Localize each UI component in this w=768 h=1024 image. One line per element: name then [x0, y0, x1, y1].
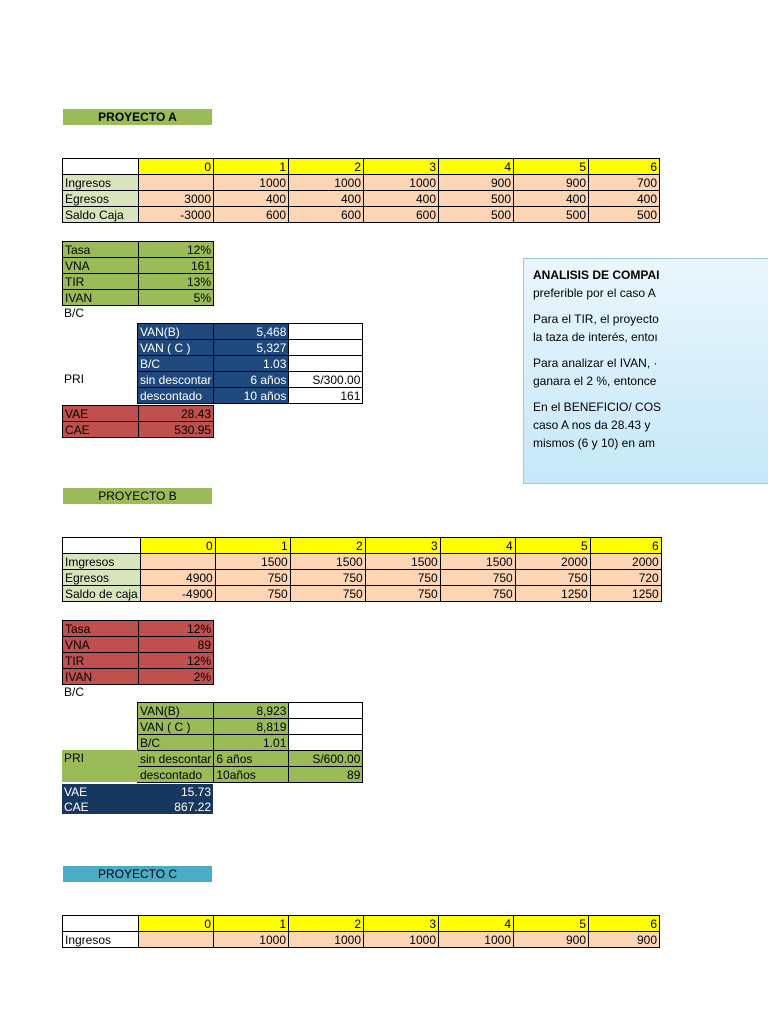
table-cell[interactable]: 600 — [364, 207, 439, 223]
table-cell[interactable]: 1000 — [214, 175, 289, 191]
period-cell[interactable]: 1 — [214, 916, 289, 932]
table-cell[interactable]: 750 — [215, 570, 290, 586]
table-cell[interactable]: 900 — [514, 175, 589, 191]
analysis-note-box[interactable] — [523, 258, 768, 484]
table-cell[interactable]: 12% — [139, 242, 214, 258]
table-cell[interactable]: 750 — [290, 586, 365, 602]
project-a-cashflow-table — [62, 158, 660, 223]
table-row — [63, 191, 660, 207]
row-label[interactable]: VAN ( C ) — [138, 340, 214, 356]
row-label[interactable]: VNA — [63, 258, 139, 274]
table-cell[interactable]: 750 — [365, 586, 440, 602]
row-label[interactable]: sin descontar — [138, 372, 214, 388]
period-cell[interactable]: 1 — [214, 159, 289, 175]
table-cell[interactable] — [289, 703, 363, 719]
row-label[interactable]: descontado — [138, 388, 214, 404]
row-label[interactable]: IVAN — [63, 669, 139, 685]
period-cell[interactable]: 5 — [514, 916, 589, 932]
table-cell[interactable]: 1000 — [439, 932, 514, 948]
table-row — [63, 932, 660, 948]
row-label[interactable]: B/C — [138, 356, 214, 372]
table-cell[interactable]: 2000 — [590, 554, 661, 570]
row-label[interactable]: sin descontar — [138, 751, 214, 767]
table-cell[interactable]: 1000 — [364, 932, 439, 948]
table-row — [63, 290, 214, 306]
table-cell[interactable]: 12% — [139, 621, 214, 637]
table-cell[interactable]: 2000 — [515, 554, 590, 570]
row-label[interactable]: Imgresos — [63, 554, 141, 570]
table-row — [138, 340, 363, 356]
table-cell[interactable]: 500 — [439, 207, 514, 223]
table-cell[interactable]: 750 — [215, 586, 290, 602]
table-row — [63, 621, 214, 637]
row-label[interactable]: CAE — [63, 422, 139, 438]
table-cell[interactable] — [63, 159, 139, 175]
table-cell[interactable]: 500 — [589, 207, 660, 223]
table-cell[interactable]: 400 — [364, 191, 439, 207]
table-row — [63, 669, 214, 685]
table-cell[interactable]: 4900 — [140, 570, 215, 586]
table-cell[interactable]: 600 — [214, 207, 289, 223]
table-cell[interactable] — [140, 554, 215, 570]
table-cell[interactable]: 1000 — [289, 932, 364, 948]
row-label[interactable]: Egresos — [63, 191, 139, 207]
row-label[interactable]: Ingresos — [63, 175, 139, 191]
period-cell[interactable]: 2 — [290, 538, 365, 554]
table-cell[interactable]: 900 — [589, 932, 660, 948]
table-cell[interactable]: 1000 — [289, 175, 364, 191]
period-cell[interactable]: 0 — [139, 159, 214, 175]
table-cell[interactable]: 1250 — [515, 586, 590, 602]
table-cell[interactable]: 15.73 — [138, 784, 213, 799]
period-cell[interactable]: 3 — [365, 538, 440, 554]
table-cell[interactable]: 530.95 — [139, 422, 214, 438]
table-cell[interactable] — [139, 175, 214, 191]
period-cell[interactable]: 0 — [139, 916, 214, 932]
project-b-vae-table — [62, 784, 213, 814]
table-cell[interactable]: 161 — [289, 388, 363, 404]
table-cell[interactable]: 750 — [290, 570, 365, 586]
table-cell[interactable] — [289, 735, 363, 751]
period-cell[interactable]: 4 — [439, 159, 514, 175]
table-row — [138, 388, 363, 404]
table-row — [63, 637, 214, 653]
table-row — [138, 735, 363, 751]
table-cell[interactable]: 8,923 — [214, 703, 289, 719]
table-cell[interactable]: 5,468 — [214, 324, 289, 340]
table-cell[interactable]: 400 — [514, 191, 589, 207]
table-cell[interactable]: 1500 — [215, 554, 290, 570]
table-row — [138, 356, 363, 372]
bc-label: B/C — [64, 685, 85, 699]
table-row — [138, 372, 363, 388]
table-cell[interactable]: 89 — [139, 637, 214, 653]
table-cell[interactable]: -3000 — [139, 207, 214, 223]
project-a-vae-table — [62, 405, 214, 438]
row-label[interactable]: VAN(B) — [138, 324, 214, 340]
period-cell[interactable]: 2 — [289, 916, 364, 932]
note-title: ANALISIS DE COMPAI — [533, 268, 660, 282]
table-row — [63, 175, 660, 191]
project-b-title: PROYECTO B — [63, 488, 212, 504]
table-cell[interactable]: 400 — [589, 191, 660, 207]
period-cell[interactable]: 3 — [364, 159, 439, 175]
period-cell[interactable]: 2 — [289, 159, 364, 175]
row-label[interactable]: Tasa — [63, 621, 139, 637]
table-row — [138, 703, 363, 719]
table-cell[interactable]: 2% — [139, 669, 214, 685]
row-label[interactable]: VAE — [62, 784, 138, 799]
table-cell[interactable]: 12% — [139, 653, 214, 669]
period-cell[interactable]: 4 — [439, 916, 514, 932]
period-cell[interactable]: 6 — [590, 538, 661, 554]
table-cell[interactable]: 750 — [440, 570, 515, 586]
table-cell[interactable]: 6 años — [214, 372, 289, 388]
project-a-title: PROYECTO A — [63, 109, 212, 125]
table-cell[interactable]: 28.43 — [139, 406, 214, 422]
row-label[interactable]: Saldo de caja — [63, 586, 141, 602]
table-row — [138, 324, 363, 340]
row-label[interactable]: VAN(B) — [138, 703, 214, 719]
table-cell[interactable]: 750 — [365, 570, 440, 586]
row-label[interactable]: Egresos — [63, 570, 141, 586]
table-cell[interactable]: 8,819 — [214, 719, 289, 735]
table-header-row — [63, 916, 660, 932]
period-cell[interactable]: 3 — [364, 916, 439, 932]
table-row — [63, 422, 214, 438]
note-line: Para analizar el IVAN, · — [533, 356, 658, 370]
table-cell[interactable]: 1000 — [364, 175, 439, 191]
table-cell[interactable]: 900 — [439, 175, 514, 191]
table-cell[interactable]: 13% — [139, 274, 214, 290]
table-cell[interactable]: 6 años — [214, 751, 289, 767]
row-label[interactable]: Ingresos — [63, 932, 139, 948]
table-header-row — [63, 159, 660, 175]
table-cell[interactable] — [63, 538, 141, 554]
table-cell[interactable] — [289, 356, 363, 372]
table-cell[interactable]: 400 — [289, 191, 364, 207]
table-cell[interactable]: S/300.00 — [289, 372, 363, 388]
row-label[interactable]: Tasa — [63, 242, 139, 258]
table-cell[interactable]: 1500 — [365, 554, 440, 570]
row-label[interactable]: VAN ( C ) — [138, 719, 214, 735]
table-row — [138, 751, 363, 767]
pri-label: PRI — [64, 372, 85, 386]
table-cell[interactable]: 500 — [514, 207, 589, 223]
period-cell[interactable]: 4 — [440, 538, 515, 554]
period-cell[interactable]: 5 — [515, 538, 590, 554]
pri-label: PRI — [64, 751, 85, 765]
table-row — [63, 586, 662, 602]
table-cell[interactable] — [63, 916, 139, 932]
table-cell[interactable]: 89 — [289, 767, 363, 783]
project-c-title: PROYECTO C — [63, 866, 212, 882]
row-label[interactable]: VNA — [63, 637, 139, 653]
table-row — [62, 784, 213, 799]
table-cell[interactable] — [139, 932, 214, 948]
table-header-row — [63, 538, 662, 554]
table-cell[interactable]: 10 años — [214, 388, 289, 404]
table-cell[interactable]: 3000 — [139, 191, 214, 207]
note-line: preferible por el caso A — [533, 286, 656, 300]
table-cell[interactable]: 1000 — [214, 932, 289, 948]
table-cell[interactable]: 867.22 — [138, 799, 213, 814]
table-row — [138, 719, 363, 735]
row-label[interactable]: descontado — [138, 767, 214, 783]
note-line: ganara el 2 %, entonce — [533, 374, 657, 388]
table-cell[interactable]: 600 — [289, 207, 364, 223]
table-row — [138, 767, 363, 783]
row-label[interactable]: IVAN — [63, 290, 139, 306]
period-cell[interactable]: 6 — [589, 916, 660, 932]
project-c-cashflow-table — [62, 915, 660, 948]
table-cell[interactable]: 750 — [440, 586, 515, 602]
project-b-cashflow-table — [62, 537, 662, 602]
table-cell[interactable]: -4900 — [140, 586, 215, 602]
table-cell[interactable]: 720 — [590, 570, 661, 586]
table-cell[interactable]: 1.01 — [214, 735, 289, 751]
table-row — [63, 258, 214, 274]
bc-label: B/C — [64, 306, 85, 320]
period-cell[interactable]: 5 — [514, 159, 589, 175]
table-cell[interactable]: 1500 — [290, 554, 365, 570]
row-label[interactable]: CAE — [62, 799, 138, 814]
note-line: En el BENEFICIO/ COS — [533, 400, 662, 414]
project-a-indicators-table — [62, 241, 214, 306]
table-cell[interactable]: 10años — [214, 767, 289, 783]
project-a-bc-table — [137, 323, 363, 404]
period-cell[interactable]: 1 — [215, 538, 290, 554]
table-cell[interactable]: 1.03 — [214, 356, 289, 372]
row-label[interactable]: TIR — [63, 653, 139, 669]
table-row — [63, 242, 214, 258]
table-cell[interactable]: 750 — [515, 570, 590, 586]
project-b-indicators-table — [62, 620, 214, 685]
row-label[interactable]: Saldo Caja — [63, 207, 139, 223]
table-row — [63, 406, 214, 422]
note-line: Para el TIR, el proyecto — [533, 312, 659, 326]
table-cell[interactable]: S/600.00 — [289, 751, 363, 767]
table-row — [63, 207, 660, 223]
table-cell[interactable] — [289, 324, 363, 340]
table-cell[interactable] — [289, 340, 363, 356]
period-cell[interactable]: 0 — [140, 538, 215, 554]
table-row — [62, 799, 213, 814]
note-line: la taza de interés, entoı — [533, 330, 658, 344]
table-row — [63, 554, 662, 570]
table-cell[interactable]: 900 — [514, 932, 589, 948]
period-cell[interactable]: 6 — [589, 159, 660, 175]
row-label[interactable]: VAE — [63, 406, 139, 422]
table-cell[interactable]: 5,327 — [214, 340, 289, 356]
project-b-bc-table — [137, 702, 363, 783]
table-cell[interactable]: 500 — [439, 191, 514, 207]
table-cell[interactable]: 161 — [139, 258, 214, 274]
table-row — [63, 653, 214, 669]
table-cell[interactable]: 700 — [589, 175, 660, 191]
row-label[interactable]: TIR — [63, 274, 139, 290]
table-cell[interactable] — [289, 719, 363, 735]
row-label[interactable]: B/C — [138, 735, 214, 751]
table-cell[interactable]: 400 — [214, 191, 289, 207]
note-line: caso A nos da 28.43 y — [533, 418, 651, 432]
table-row — [63, 274, 214, 290]
table-row — [63, 570, 662, 586]
table-cell[interactable]: 1250 — [590, 586, 661, 602]
table-cell[interactable]: 5% — [139, 290, 214, 306]
table-cell[interactable]: 1500 — [440, 554, 515, 570]
note-line: mismos (6 y 10) en am — [533, 436, 656, 450]
